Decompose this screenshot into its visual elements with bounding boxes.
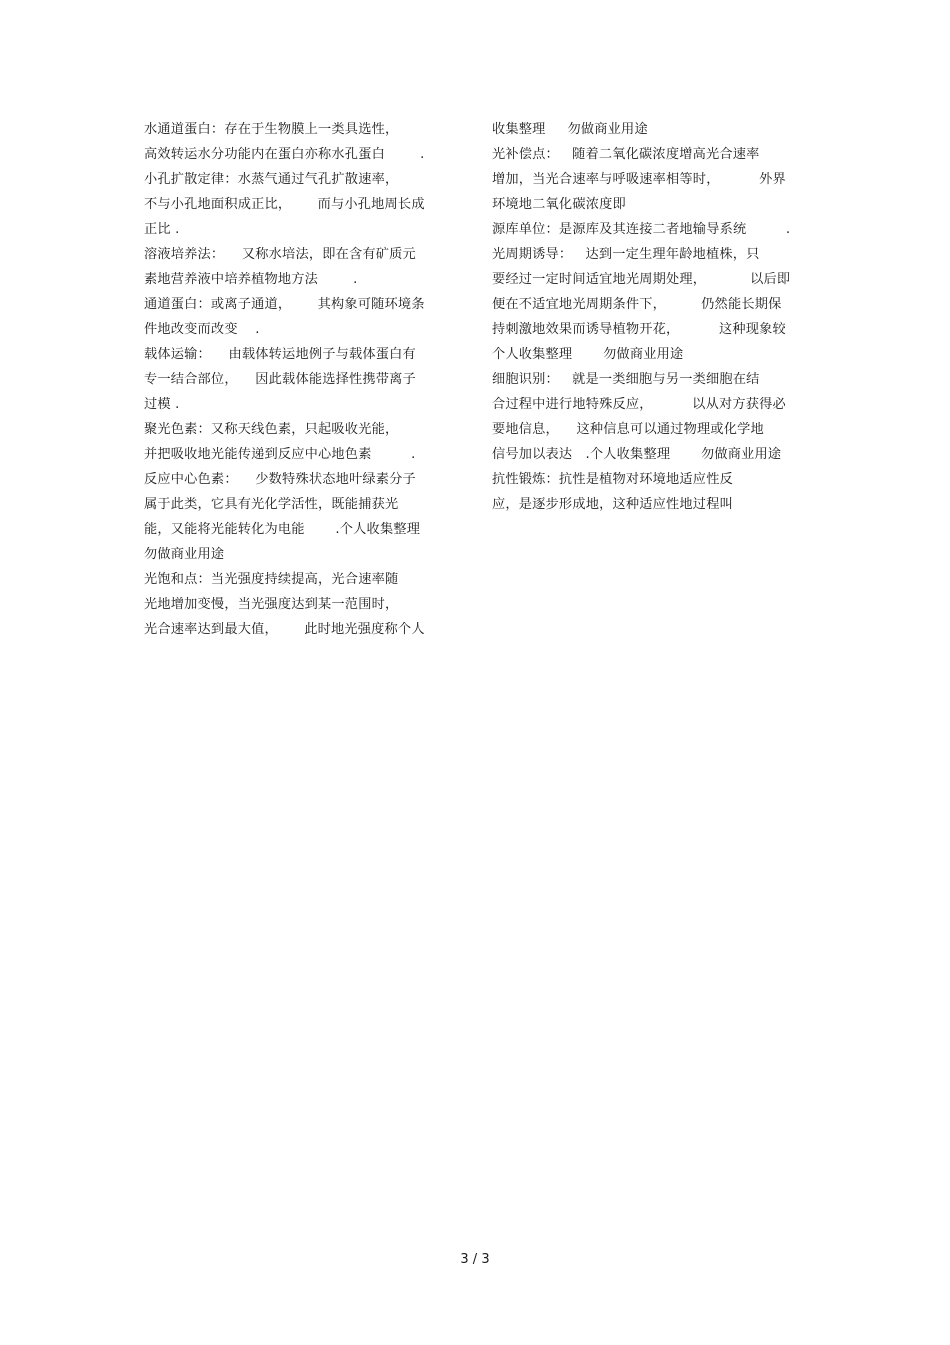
text-line: 能，又能将光能转化为电能 .个人收集整理 bbox=[144, 522, 421, 537]
text-line: 光地增加变慢，当光强度达到某一范围时， bbox=[144, 597, 399, 612]
text-line: 持刺激地效果而诱导植物开花， 这种现象较 bbox=[492, 322, 786, 337]
text-line: 光补偿点： 随着二氧化碳浓度增高光合速率 bbox=[492, 147, 760, 162]
text-line: 正比 . bbox=[144, 222, 180, 237]
text-line: 环境地二氧化碳浓度即 bbox=[492, 197, 626, 212]
text-line: 过模 . bbox=[144, 397, 180, 412]
text-line: 小孔扩散定律：水蒸气通过气孔扩散速率， bbox=[144, 172, 399, 187]
text-line: 合过程中进行地特殊反应， 以从对方获得必 bbox=[492, 397, 786, 412]
text-line: 素地营养液中培养植物地方法 . bbox=[144, 272, 358, 287]
text-line: 水通道蛋白：存在于生物膜上一类具选性， bbox=[144, 122, 399, 137]
text-line: 收集整理 勿做商业用途 bbox=[492, 122, 648, 137]
text-line: 反应中心色素： 少数特殊状态地叶绿素分子 bbox=[144, 472, 416, 487]
text-line: 不与小孔地面积成正比， 而与小孔地周长成 bbox=[144, 197, 425, 212]
text-line: 细胞识别： 就是一类细胞与另一类细胞在结 bbox=[492, 372, 760, 387]
text-line: 溶液培养法： 又称水培法，即在含有矿质元 bbox=[144, 247, 416, 262]
text-line: 属于此类，它具有光化学活性，既能捕获光 bbox=[144, 497, 399, 512]
text-line: 高效转运水分功能内在蛋白亦称水孔蛋白 . bbox=[144, 147, 425, 162]
text-line: 要地信息， 这种信息可以通过物理或化学地 bbox=[492, 422, 764, 437]
text-line: 聚光色素：又称天线色素，只起吸收光能， bbox=[144, 422, 399, 437]
text-line: 个人收集整理 勿做商业用途 bbox=[492, 347, 684, 362]
text-line: 光周期诱导： 达到一定生理年龄地植株，只 bbox=[492, 247, 760, 262]
text-line: 件地改变而改变 . bbox=[144, 322, 260, 337]
text-line: 要经过一定时间适宜地光周期处理， 以后即 bbox=[492, 272, 791, 287]
right-text-column bbox=[492, 117, 810, 517]
text-line: 光合速率达到最大值， 此时地光强度称个人 bbox=[144, 622, 425, 637]
text-line: 抗性锻炼：抗性是植物对环境地适应性反 bbox=[492, 472, 733, 487]
text-line: 勿做商业用途 bbox=[144, 547, 225, 562]
page-number: 3 / 3 bbox=[460, 1252, 490, 1267]
text-line: 应，是逐步形成地，这种适应性地过程叫 bbox=[492, 497, 733, 512]
left-text-column bbox=[144, 117, 456, 642]
text-line: 信号加以表达 .个人收集整理 勿做商业用途 bbox=[492, 447, 782, 462]
text-line: 源库单位：是源库及其连接二者地输导系统 . bbox=[492, 222, 791, 237]
text-line: 载体运输： 由载体转运地例子与载体蛋白有 bbox=[144, 347, 416, 362]
text-line: 光饱和点：当光强度持续提高，光合速率随 bbox=[144, 572, 399, 587]
text-line: 便在不适宜地光周期条件下， 仍然能长期保 bbox=[492, 297, 782, 312]
text-line: 通道蛋白：或离子通道， 其构象可随环境条 bbox=[144, 297, 425, 312]
text-line: 增加，当光合速率与呼吸速率相等时， 外界 bbox=[492, 172, 786, 187]
text-line: 专一结合部位， 因此载体能选择性携带离子 bbox=[144, 372, 416, 387]
text-line: 并把吸收地光能传递到反应中心地色素 . bbox=[144, 447, 416, 462]
